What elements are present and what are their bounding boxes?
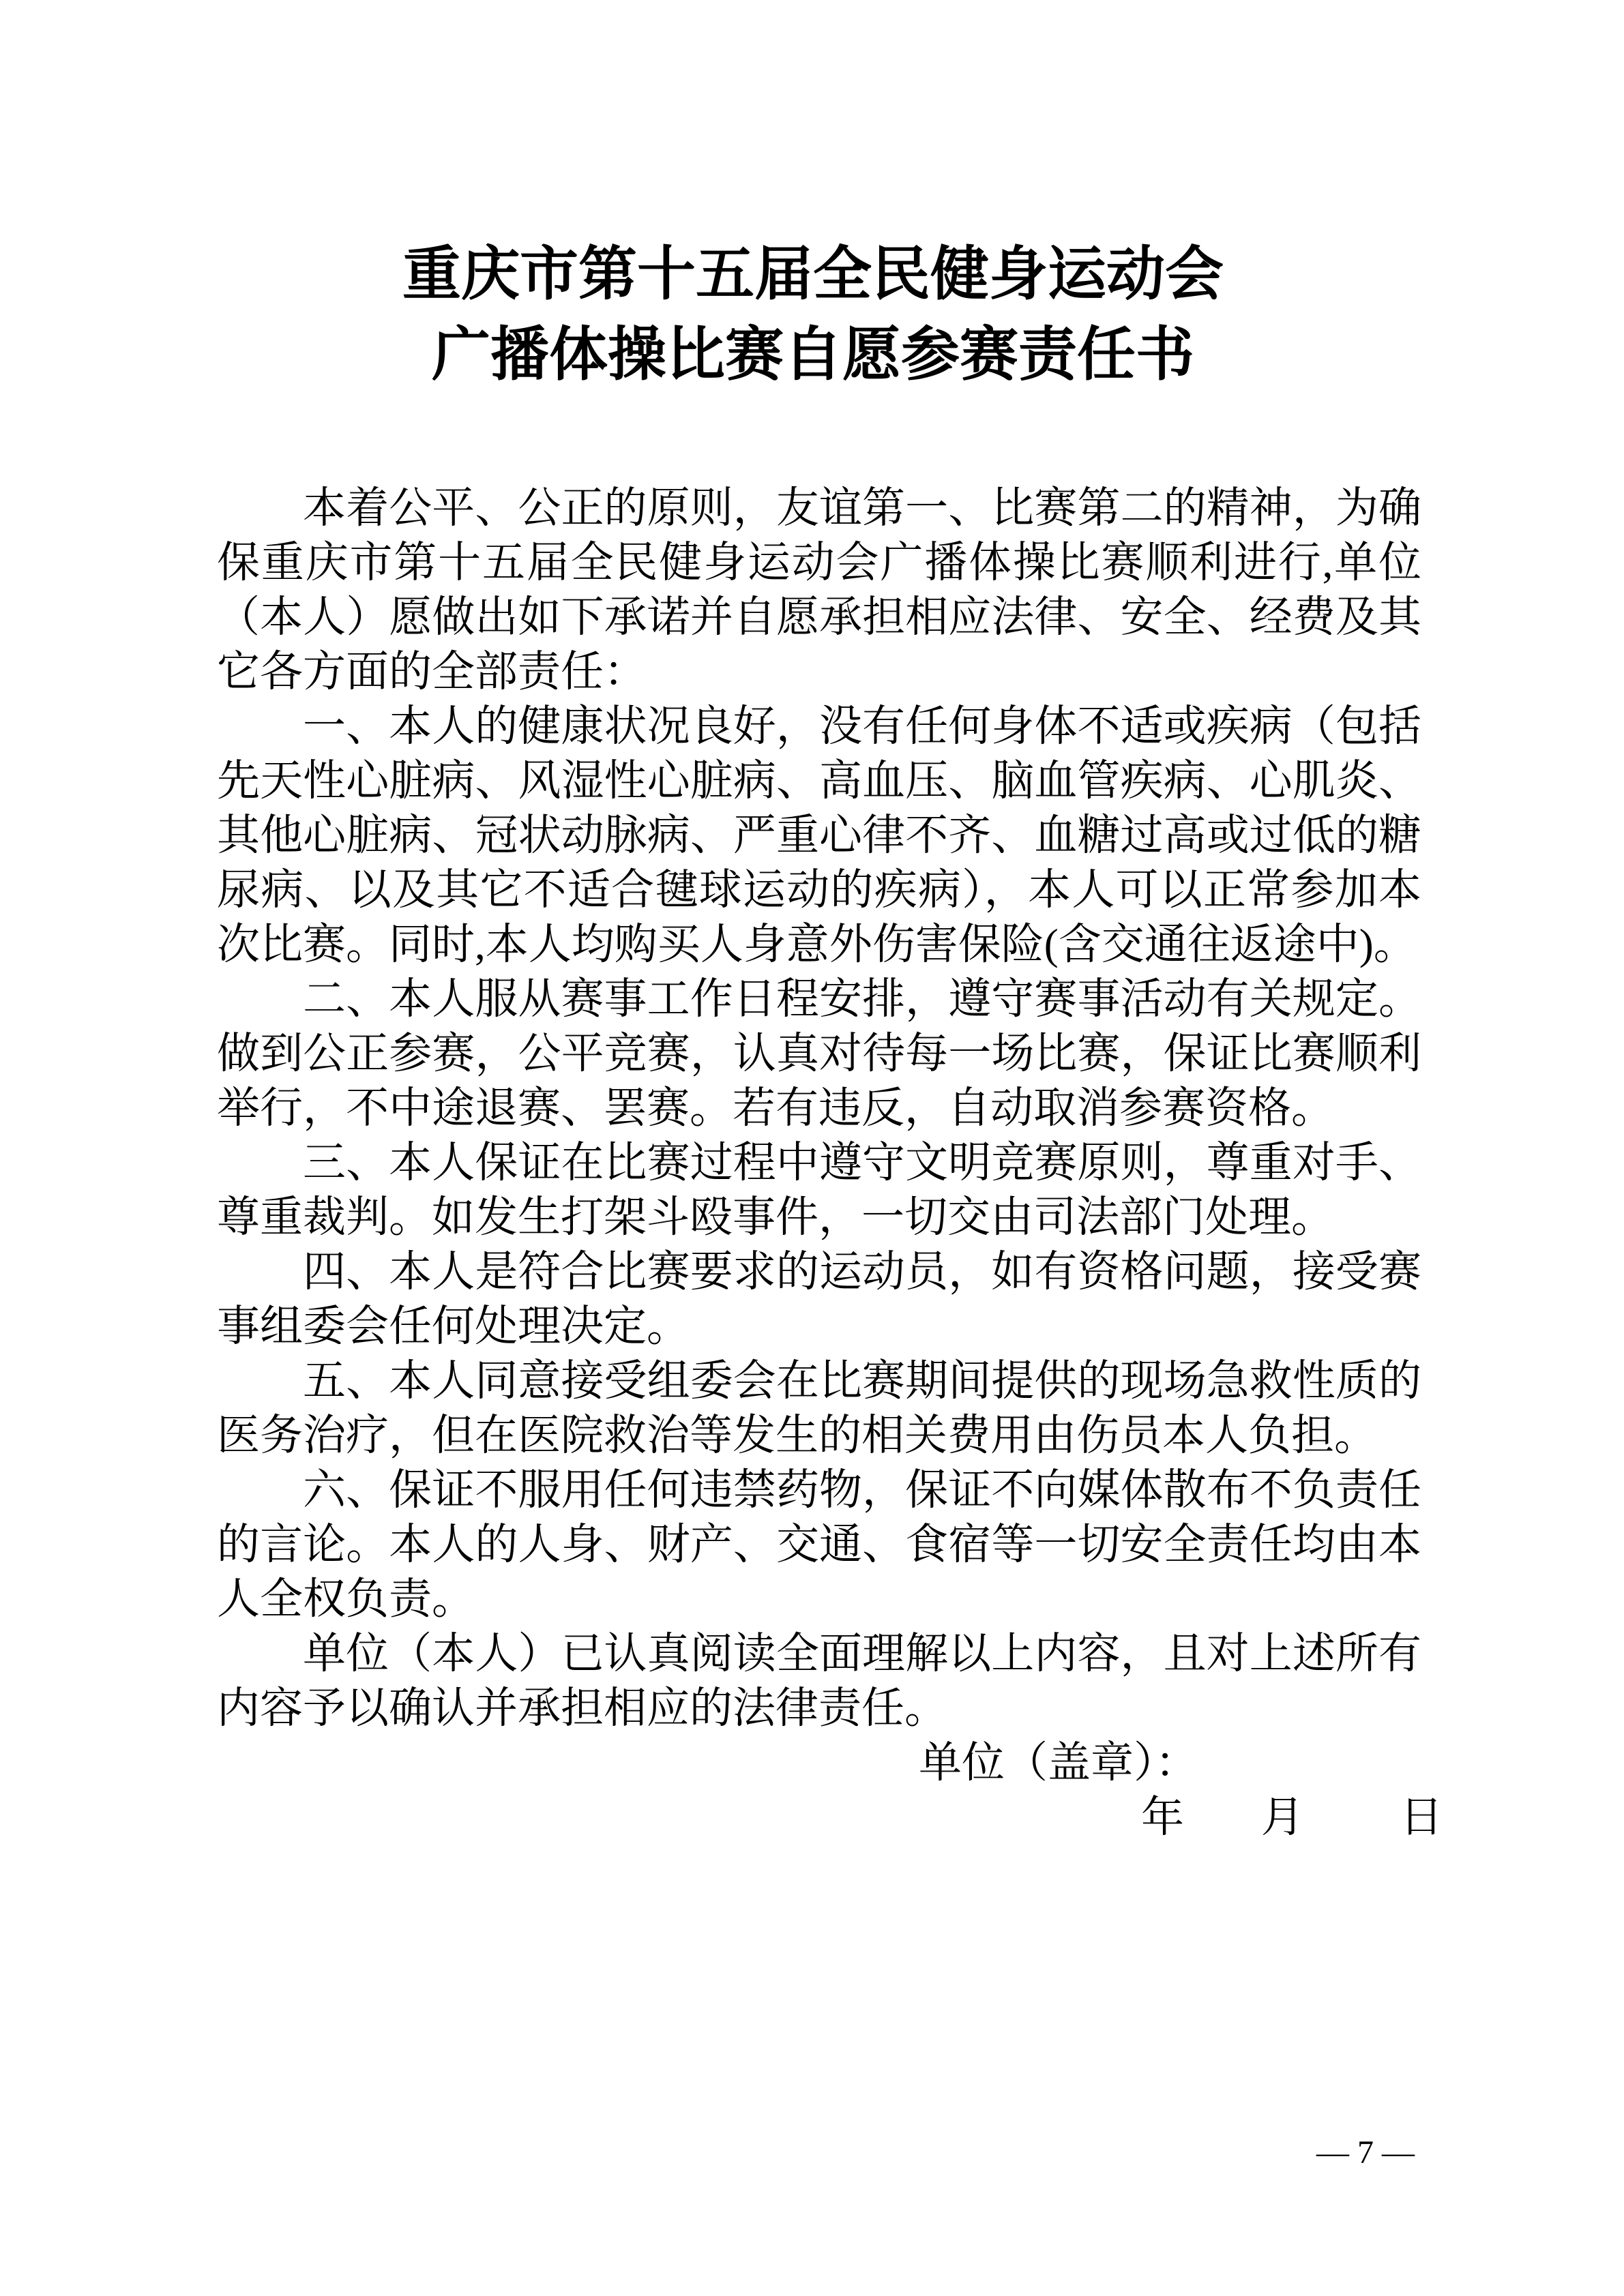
body-paragraph-item-1: 一、本人的健康状况良好，没有任何身体不适或疾病（包括先天性心脏病、风湿性心脏病、高血压、脑血管疾病、心肌炎、其他心脏病、冠状动脉病、严重心律不齐、血糖过高或过低的糖尿病、以及其它不适合毽球运动的疾病），本人可以正常参加本次比赛。同时,本人均购买人身意外伤害保险(含交通往返途中)。 xyxy=(217,702,1421,968)
title-line-2: 广播体操比赛自愿参赛责任书 xyxy=(432,322,1194,387)
body-paragraph-item-4: 四、本人是符合比赛要求的运动员，如有资格问题，接受赛事组委会任何处理决定。 xyxy=(217,1248,1421,1350)
date-year-label: 年 xyxy=(1141,1793,1184,1841)
body-paragraph-item-2: 二、本人服从赛事工作日程安排，遵守赛事活动有关规定。做到公正参赛，公平竞赛，认真对待每一场比赛，保证比赛顺利举行，不中途退赛、罢赛。若有违反，自动取消参赛资格。 xyxy=(217,975,1421,1132)
document-body xyxy=(217,481,1443,1845)
body-paragraph-item-5: 五、本人同意接受组委会在比赛期间提供的现场急救性质的医务治疗，但在医院救治等发生的相关费用由伤员本人负担。 xyxy=(217,1357,1421,1459)
document-title xyxy=(211,234,1415,395)
date-day-label: 日 xyxy=(1400,1793,1443,1841)
body-paragraph-item-3: 三、本人保证在比赛过程中遵守文明竞赛原则，尊重对手、尊重裁判。如发生打架斗殴事件，一切交由司法部门处理。 xyxy=(217,1139,1421,1241)
date-month-label: 月 xyxy=(1260,1793,1304,1841)
page-footer xyxy=(1316,2133,1415,2173)
body-paragraph-confirmation: 单位（本人）已认真阅读全面理解以上内容，且对上述所有内容予以确认并承担相应的法律责任。 xyxy=(217,1630,1421,1732)
signature-seal-line xyxy=(217,1735,1421,1790)
signature-date-line xyxy=(217,1790,1443,1845)
seal-label: 单位（盖章）： xyxy=(919,1739,1198,1787)
title-line-1: 重庆市第十五届全民健身运动会 xyxy=(402,241,1224,307)
page-number: — 7 — xyxy=(1316,2134,1415,2171)
body-paragraph-intro: 本着公平、公正的原则，友谊第一、比赛第二的精神，为确保重庆市第十五届全民健身运动会广播体操比赛顺利进行,单位（本人）愿做出如下承诺并自愿承担相应法律、安全、经费及其它各方面的全部责任： xyxy=(217,484,1421,696)
body-paragraph-item-6: 六、保证不服用任何违禁药物，保证不向媒体散布不负责任的言论。本人的人身、财产、交通、食宿等一切安全责任均由本人全权负责。 xyxy=(217,1466,1421,1623)
